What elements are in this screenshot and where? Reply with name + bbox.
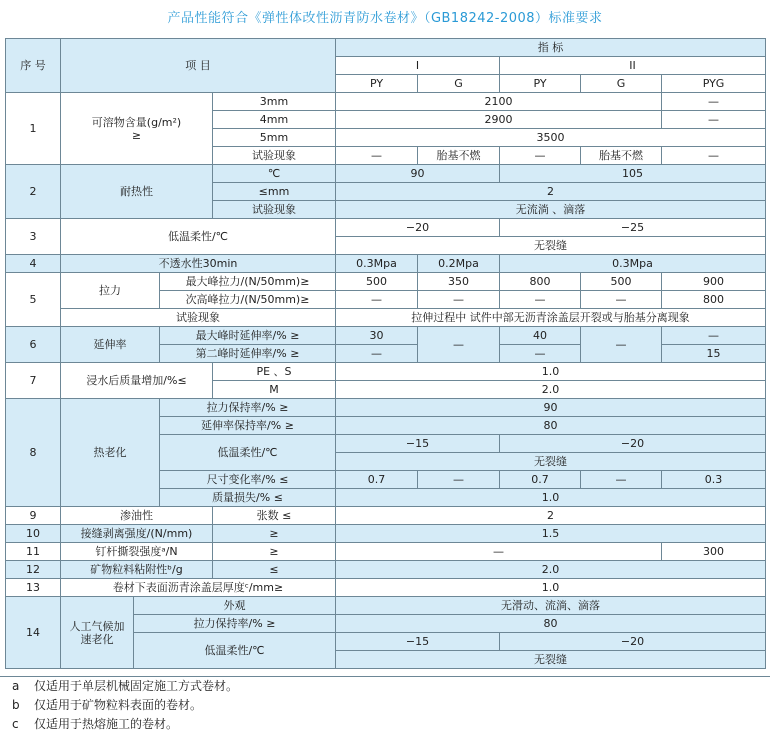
- item-name: 拉力: [61, 273, 160, 309]
- value-cell: 1.0: [336, 489, 766, 507]
- header-grade-2: II: [500, 57, 766, 75]
- table-row: [6, 579, 766, 597]
- header-g-1: G: [418, 75, 500, 93]
- value-cell: −15: [336, 633, 500, 651]
- table-row: [6, 327, 766, 345]
- sub-item: 尺寸变化率/% ≤: [160, 471, 336, 489]
- header-grade-1: I: [336, 57, 500, 75]
- value-cell: 胎基不燃: [418, 147, 500, 165]
- item-name: [61, 93, 213, 165]
- value-cell: −20: [336, 219, 500, 237]
- sub-item: PE 、S: [213, 363, 336, 381]
- sub-item: 拉力保持率/% ≥: [160, 399, 336, 417]
- value-cell: 0.3Mpa: [500, 255, 766, 273]
- value-cell: —: [662, 327, 766, 345]
- footnote-key: b: [12, 698, 20, 712]
- value-cell: 1.0: [336, 579, 766, 597]
- header-row: [6, 39, 766, 57]
- value-cell: 1.0: [336, 363, 766, 381]
- row-number: 9: [6, 507, 61, 525]
- value-cell: 350: [418, 273, 500, 291]
- value-cell: 900: [662, 273, 766, 291]
- footnote-text: 仅适用于矿物粒料表面的卷材。: [34, 698, 203, 712]
- sub-item: 试验现象: [213, 147, 336, 165]
- value-cell: 800: [500, 273, 581, 291]
- value-cell: 无裂缝: [336, 651, 766, 669]
- header-index: 指 标: [336, 39, 766, 57]
- sub-item: 试验现象: [61, 309, 336, 327]
- value-cell: 300: [662, 543, 766, 561]
- sub-item: 5mm: [213, 129, 336, 147]
- value-cell: 2.0: [336, 381, 766, 399]
- item-name: 渗油性: [61, 507, 213, 525]
- row-number: 2: [6, 165, 61, 219]
- sub-item: 质量损失/% ≤: [160, 489, 336, 507]
- footnote-key: a: [12, 679, 20, 693]
- value-cell: 无裂缝: [336, 453, 766, 471]
- value-cell: 2.0: [336, 561, 766, 579]
- table-row: [6, 399, 766, 417]
- row-number: 11: [6, 543, 61, 561]
- table-row: [6, 219, 766, 237]
- value-cell: 40: [500, 327, 581, 345]
- value-cell: 30: [336, 327, 418, 345]
- sub-item: 最大峰时延伸率/% ≥: [160, 327, 336, 345]
- value-cell: —: [581, 291, 662, 309]
- table-row: [6, 507, 766, 525]
- header-py-2: PY: [500, 75, 581, 93]
- header-item: 项 目: [61, 39, 336, 93]
- value-cell: −15: [336, 435, 500, 453]
- value-cell: —: [418, 471, 500, 489]
- value-cell: 2100: [336, 93, 662, 111]
- item-condition: ≤: [213, 561, 336, 579]
- sub-item: 4mm: [213, 111, 336, 129]
- value-cell: —: [336, 291, 418, 309]
- item-name: 矿物粒料粘附性ᵇ/g: [61, 561, 213, 579]
- table-row: [6, 255, 766, 273]
- header-py-1: PY: [336, 75, 418, 93]
- value-cell: 2: [336, 507, 766, 525]
- value-cell: −20: [500, 435, 766, 453]
- table-row: [6, 93, 766, 111]
- value-cell: 80: [336, 615, 766, 633]
- row-number: 14: [6, 597, 61, 669]
- table-row: [6, 525, 766, 543]
- value-cell: —: [500, 291, 581, 309]
- page-title: 产品性能符合《弹性体改性沥青防水卷材》（GB18242-2008）标准要求: [167, 11, 603, 26]
- value-cell: 90: [336, 399, 766, 417]
- value-cell: 80: [336, 417, 766, 435]
- footnote-text: 仅适用于热熔施工的卷材。: [34, 717, 179, 731]
- footnote-text: 仅适用于单层机械固定施工方式卷材。: [34, 679, 239, 693]
- value-cell: —: [336, 147, 418, 165]
- value-cell: 无流淌 、滴落: [336, 201, 766, 219]
- sub-item: 延伸率保持率/% ≥: [160, 417, 336, 435]
- value-cell: 800: [662, 291, 766, 309]
- table-row: [6, 543, 766, 561]
- value-cell: —: [662, 93, 766, 111]
- table-row: [6, 273, 766, 291]
- table-row: [6, 165, 766, 183]
- row-number: 1: [6, 93, 61, 165]
- table-row: [6, 561, 766, 579]
- item-name: 钉杆撕裂强度ᵃ/N: [61, 543, 213, 561]
- value-cell: —: [662, 147, 766, 165]
- item-condition: ≥: [213, 543, 336, 561]
- sub-item: M: [213, 381, 336, 399]
- item-condition: ≥: [131, 128, 142, 142]
- footnote-a: [0, 677, 770, 696]
- value-cell: 500: [581, 273, 662, 291]
- table-row: [6, 597, 766, 615]
- row-number: 4: [6, 255, 61, 273]
- value-cell: 500: [336, 273, 418, 291]
- value-cell: −25: [500, 219, 766, 237]
- value-cell: 0.7: [500, 471, 581, 489]
- row-number: 12: [6, 561, 61, 579]
- sub-item: 低温柔性/℃: [134, 633, 336, 669]
- item-name: 延伸率: [61, 327, 160, 363]
- item-name: 浸水后质量增加/%≤: [61, 363, 213, 399]
- sub-item: 最大峰拉力/(N/50mm)≥: [160, 273, 336, 291]
- value-cell: —: [336, 543, 662, 561]
- item-name: 接缝剥离强度/(N/mm): [61, 525, 213, 543]
- item-name: 不透水性30min: [61, 255, 336, 273]
- sub-item: 低温柔性/℃: [160, 435, 336, 471]
- row-number: 5: [6, 273, 61, 327]
- value-cell: 1.5: [336, 525, 766, 543]
- row-number: 7: [6, 363, 61, 399]
- value-cell: —: [500, 345, 581, 363]
- value-cell: −20: [500, 633, 766, 651]
- value-cell: 3500: [336, 129, 766, 147]
- sub-item: 3mm: [213, 93, 336, 111]
- item-name: 耐热性: [61, 165, 213, 219]
- sub-item: 拉力保持率/% ≥: [134, 615, 336, 633]
- value-cell: —: [581, 471, 662, 489]
- header-pyg: PYG: [662, 75, 766, 93]
- footnote-c: [0, 715, 770, 734]
- sub-item: 试验现象: [213, 201, 336, 219]
- value-cell: 胎基不燃: [581, 147, 662, 165]
- value-cell: 15: [662, 345, 766, 363]
- spec-table: [5, 38, 766, 669]
- table-row: [6, 363, 766, 381]
- sub-item: 外观: [134, 597, 336, 615]
- header-g-2: G: [581, 75, 662, 93]
- item-name-line: 速老化: [80, 632, 114, 646]
- value-cell: —: [500, 147, 581, 165]
- value-cell: 无裂缝: [336, 237, 766, 255]
- value-cell: 0.2Mpa: [418, 255, 500, 273]
- row-number: 3: [6, 219, 61, 255]
- sub-item: 次高峰拉力/(N/50mm)≥: [160, 291, 336, 309]
- item-name: [61, 597, 134, 669]
- header-seq: 序 号: [6, 39, 61, 93]
- value-cell: 2900: [336, 111, 662, 129]
- sub-item: ℃: [213, 165, 336, 183]
- value-cell: 105: [500, 165, 766, 183]
- footnote-key: c: [12, 717, 19, 731]
- value-cell: 0.3: [662, 471, 766, 489]
- value-cell: —: [418, 327, 500, 363]
- row-number: 13: [6, 579, 61, 597]
- value-cell: 无滑动、流淌、滴落: [336, 597, 766, 615]
- row-number: 8: [6, 399, 61, 507]
- value-cell: 2: [336, 183, 766, 201]
- value-cell: 拉伸过程中 试件中部无沥青涂盖层开裂或与胎基分离现象: [336, 309, 766, 327]
- item-condition: ≥: [213, 525, 336, 543]
- sub-item: 第二峰时延伸率/% ≥: [160, 345, 336, 363]
- value-cell: 0.7: [336, 471, 418, 489]
- item-condition: 张数 ≤: [213, 507, 336, 525]
- value-cell: —: [418, 291, 500, 309]
- item-name: 卷材下表面沥青涂盖层厚度ᶜ/mm≥: [61, 579, 336, 597]
- item-name-line: 可溶物含量(g/m²): [91, 115, 182, 129]
- item-name-line: 人工气候加: [69, 619, 125, 633]
- value-cell: 90: [336, 165, 500, 183]
- item-name: 热老化: [61, 399, 160, 507]
- footnotes: [0, 676, 770, 743]
- row-number: 6: [6, 327, 61, 363]
- footnote-b: [0, 696, 770, 715]
- row-number: 10: [6, 525, 61, 543]
- value-cell: —: [581, 327, 662, 363]
- sub-item: ≤mm: [213, 183, 336, 201]
- value-cell: —: [662, 111, 766, 129]
- value-cell: —: [336, 345, 418, 363]
- value-cell: 0.3Mpa: [336, 255, 418, 273]
- item-name: 低温柔性/℃: [61, 219, 336, 255]
